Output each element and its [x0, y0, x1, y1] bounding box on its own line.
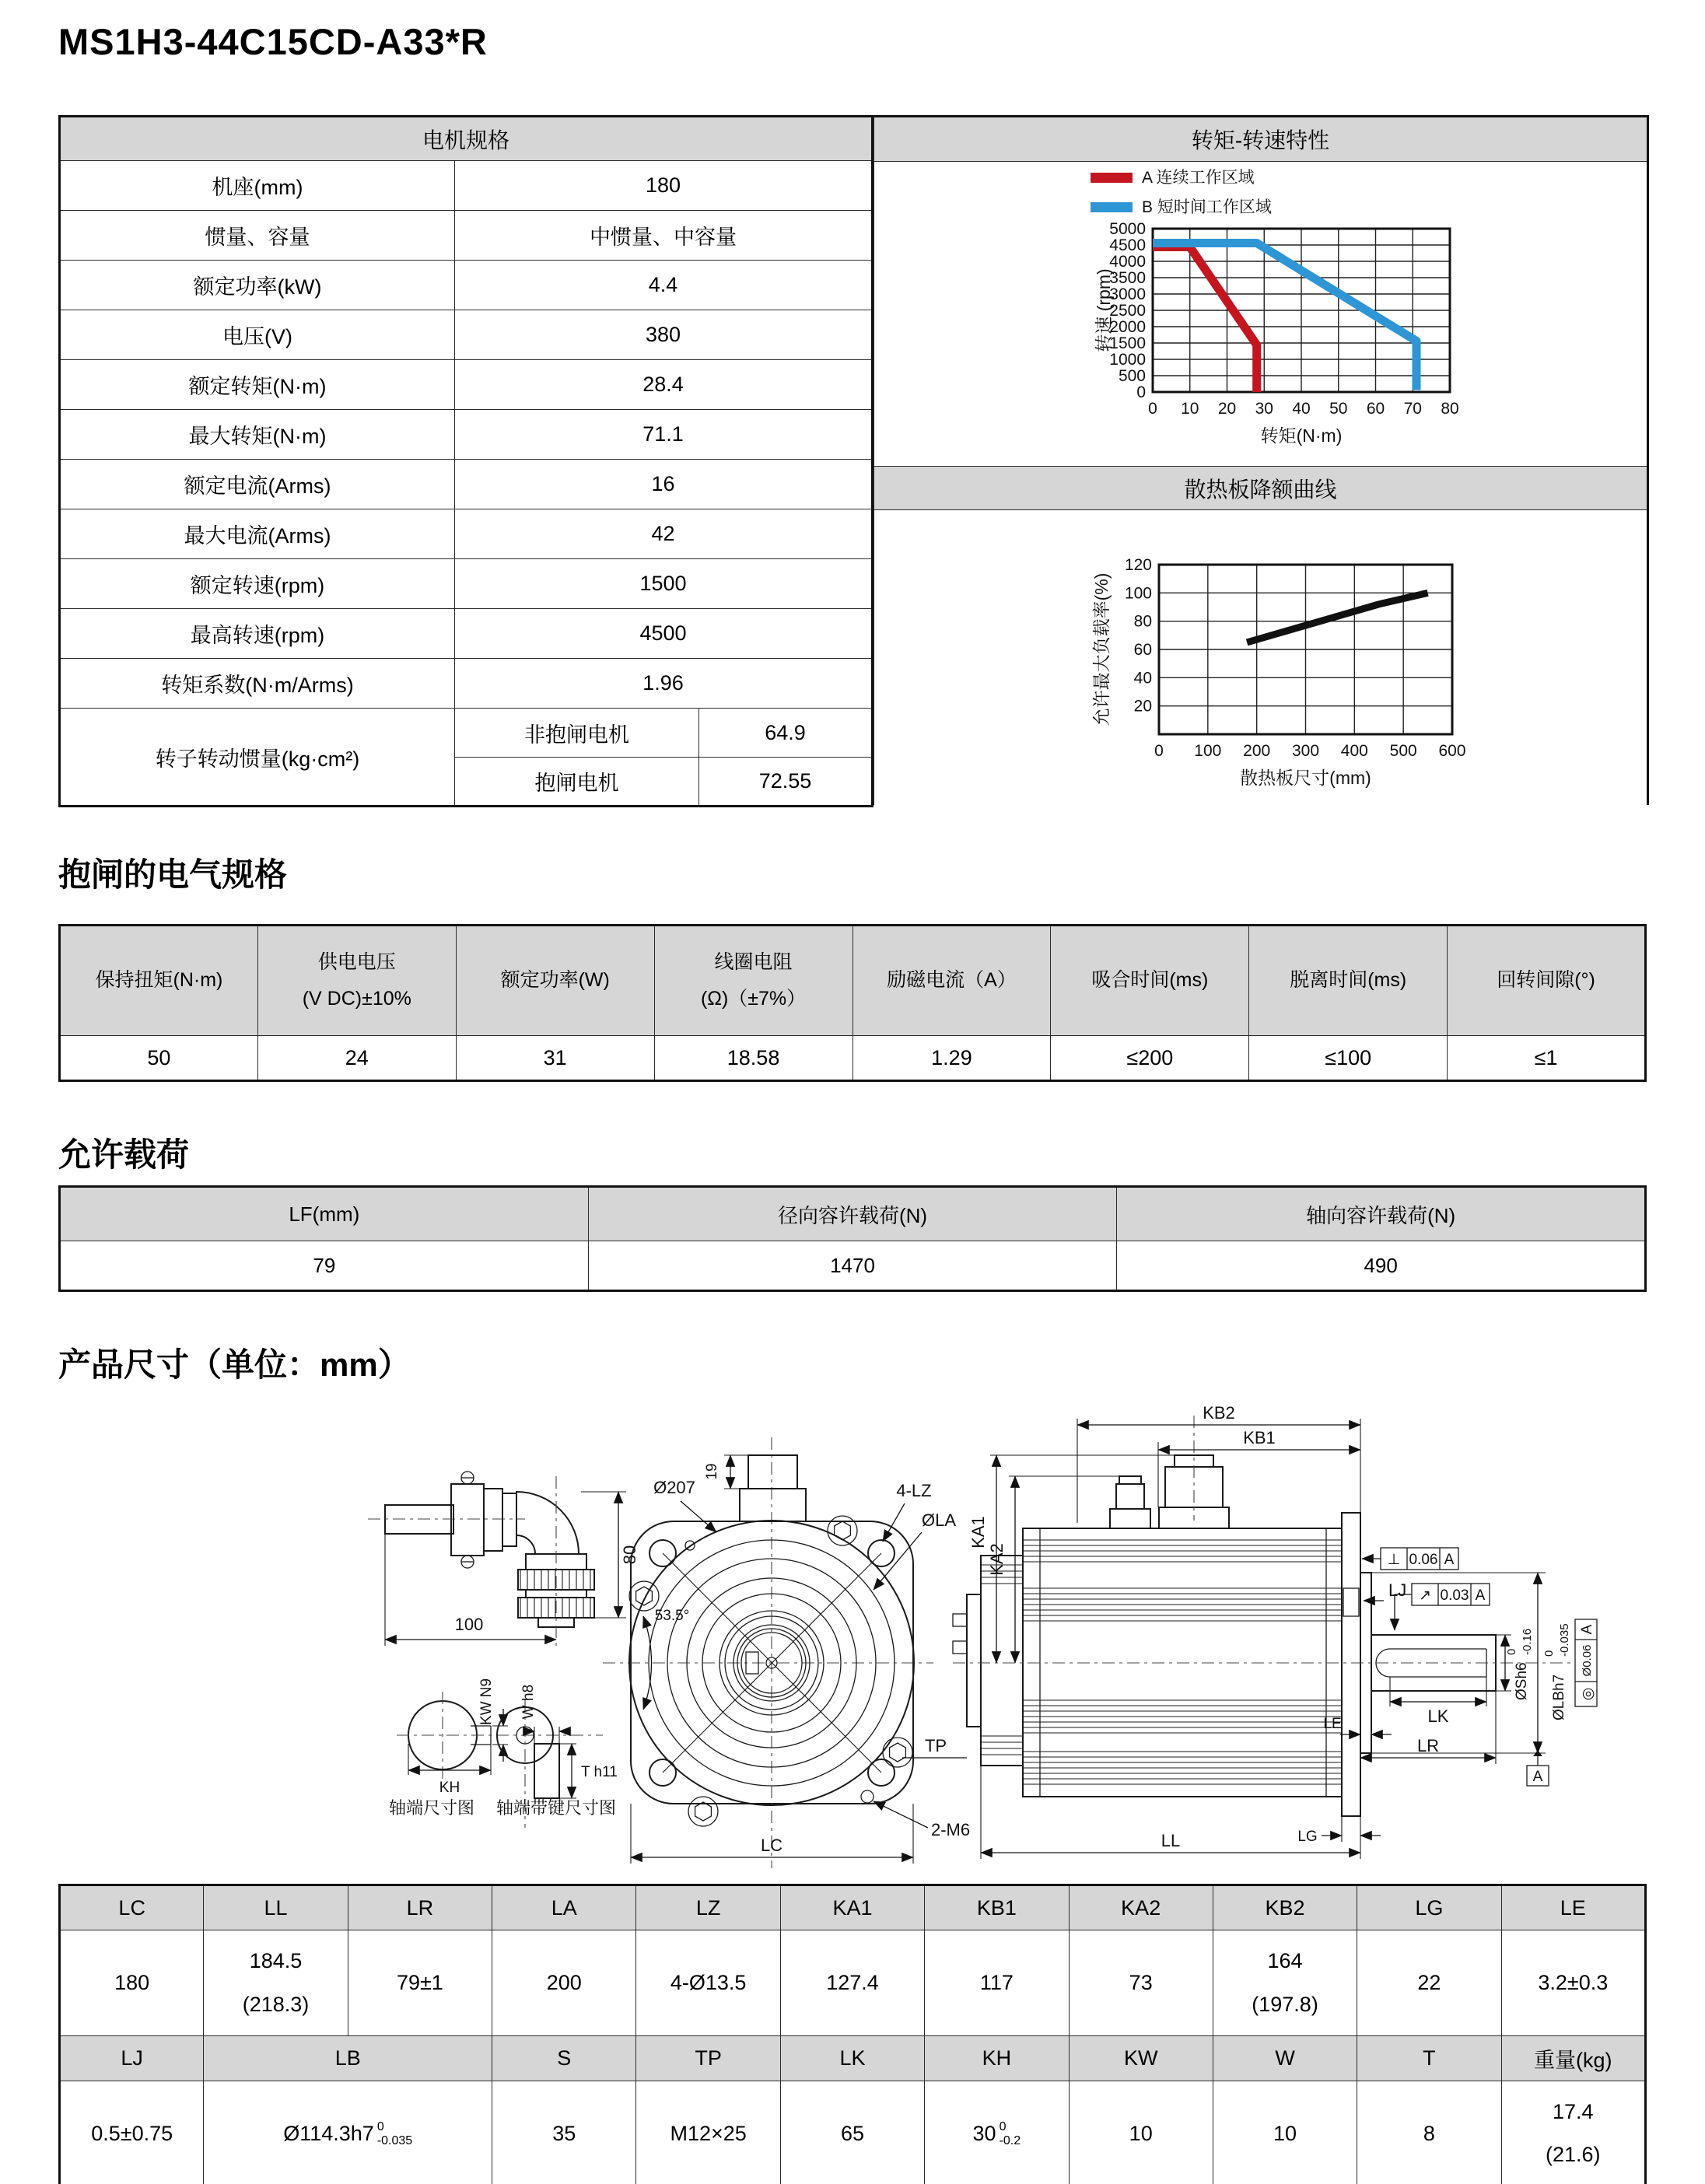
brake-value: ≤1 — [1448, 1036, 1646, 1081]
dim-100: 100 — [454, 1615, 484, 1634]
torque-speed-chart — [874, 162, 1648, 462]
dim-lc: LC — [760, 1836, 783, 1855]
svg-text:2000: 2000 — [1109, 318, 1147, 336]
page-title: MS1H3-44C15CD-A33*R — [58, 21, 488, 62]
spec-value: 4.4 — [455, 261, 873, 310]
brake-section-title: 抱闸的电气规格 — [58, 856, 288, 893]
runout-icon: ↗ — [1419, 1587, 1431, 1604]
dim-header: W — [1213, 2036, 1357, 2081]
dim-angle: 53.5° — [654, 1608, 690, 1624]
dim-value-weight: 17.4 (21.6) — [1501, 2081, 1645, 2184]
svg-text:500: 500 — [1389, 742, 1417, 760]
dim-header: KB2 — [1213, 1885, 1357, 1930]
svg-text:500: 500 — [1118, 367, 1147, 385]
svg-text:0: 0 — [1542, 1650, 1556, 1657]
dim-80: 80 — [620, 1545, 639, 1565]
dim-header: KA1 — [780, 1885, 924, 1930]
datum-label: A — [1532, 1769, 1543, 1785]
dim-header: LB — [204, 2036, 492, 2081]
dim-value: 22 — [1357, 1930, 1501, 2036]
dim-header: LA — [492, 1885, 636, 1930]
dim-value: 127.4 — [780, 1930, 924, 2036]
svg-text:60: 60 — [1366, 400, 1385, 418]
spec-value: 1500 — [455, 559, 873, 609]
svg-text:70: 70 — [1403, 400, 1422, 418]
svg-text:-0.035: -0.035 — [1558, 1623, 1571, 1657]
motor-spec-table — [58, 115, 874, 807]
dim-value: 0.5±0.75 — [60, 2081, 204, 2184]
dim-header: LE — [1501, 1885, 1645, 1930]
spec-value: 180 — [455, 161, 873, 211]
dim-lg: LG — [1297, 1829, 1318, 1845]
svg-text:散热板尺寸(mm): 散热板尺寸(mm) — [1240, 768, 1371, 788]
dim-value: 79±1 — [348, 1930, 492, 2036]
dim-19: 19 — [704, 1463, 720, 1480]
svg-text:2500: 2500 — [1109, 302, 1147, 320]
svg-text:A: A — [1579, 1624, 1595, 1635]
dim-value: 180 — [60, 1930, 204, 2036]
brake-col-header: 线圈电阻 (Ω)（±7%） — [654, 926, 852, 1036]
load-value: 490 — [1117, 1241, 1646, 1291]
runout-datum: A — [1475, 1587, 1486, 1604]
dim-ll: LL — [1161, 1831, 1181, 1850]
dim-header: LC — [60, 1885, 204, 1930]
svg-text:600: 600 — [1438, 742, 1466, 760]
flange-front-view — [603, 1437, 970, 1868]
spec-value: 1.96 — [455, 659, 873, 709]
spec-value: 16 — [455, 460, 873, 509]
dim-kw: KW N9 — [478, 1678, 495, 1726]
svg-text:5000: 5000 — [1109, 220, 1147, 238]
dim-header: LL — [204, 1885, 348, 1930]
spec-label: 电压(V) — [60, 310, 455, 360]
spec-label: 转矩系数(N·m/Arms) — [60, 659, 455, 709]
dim-value: 65 — [780, 2081, 924, 2184]
dim-header: T — [1357, 2036, 1501, 2081]
dim-header: S — [492, 2036, 636, 2081]
dim-tp: TP — [924, 1736, 947, 1755]
svg-text:100: 100 — [1124, 584, 1153, 603]
svg-text:40: 40 — [1292, 400, 1311, 418]
brake-value: ≤100 — [1249, 1036, 1448, 1081]
svg-text:30: 30 — [1255, 400, 1273, 418]
dim-ka2: KA2 — [987, 1543, 1007, 1576]
dim-t: T h11 — [581, 1764, 618, 1780]
svg-text:20: 20 — [1217, 400, 1237, 418]
dim-header: TP — [636, 2036, 780, 2081]
svg-text:ØSh6: ØSh6 — [1514, 1662, 1530, 1700]
svg-text:Ø0.06: Ø0.06 — [1581, 1644, 1594, 1677]
spec-label: 最大电流(Arms) — [60, 509, 455, 559]
shaft-end-diagrams — [389, 1678, 618, 1828]
load-value: 79 — [60, 1241, 589, 1291]
torque-speed-chart-title: 转矩-转速特性 — [874, 117, 1647, 162]
brake-value: 1.29 — [852, 1036, 1051, 1081]
dim-value: 117 — [925, 1930, 1069, 2036]
spec-label: 额定电流(Arms) — [60, 460, 455, 509]
svg-text:转速 (rpm): 转速 (rpm) — [1094, 268, 1115, 352]
dim-value: 200 — [492, 1930, 636, 2036]
svg-text:200: 200 — [1243, 742, 1271, 760]
dim-lr: LR — [1416, 1736, 1440, 1755]
dim-dia207: Ø207 — [653, 1478, 695, 1497]
brake-col-header: 励磁电流（A） — [852, 926, 1051, 1036]
dim-value: M12×25 — [636, 2081, 780, 2184]
dim-lk: LK — [1427, 1706, 1449, 1726]
dim-kb1: KB1 — [1243, 1428, 1276, 1447]
dim-kb2: KB2 — [1203, 1403, 1235, 1423]
svg-text:ØLBh7: ØLBh7 — [1551, 1674, 1567, 1720]
spec-value: 42 — [455, 509, 873, 559]
derating-chart-title: 散热板降额曲线 — [874, 466, 1647, 510]
dimension-table — [58, 1884, 1647, 2184]
svg-text:3500: 3500 — [1109, 269, 1147, 287]
dim-2m6: 2-M6 — [931, 1820, 971, 1839]
svg-text:100: 100 — [1194, 742, 1222, 760]
svg-text:4500: 4500 — [1109, 236, 1147, 254]
brake-col-header: 吸合时间(ms) — [1051, 926, 1249, 1036]
svg-text:B 短时间工作区域: B 短时间工作区域 — [1142, 198, 1272, 216]
dims-section-title: 产品尺寸（单位：mm） — [58, 1346, 411, 1383]
svg-text:300: 300 — [1292, 742, 1320, 760]
perpendicularity-value: 0.06 — [1409, 1552, 1438, 1568]
svg-text:3000: 3000 — [1109, 285, 1147, 303]
load-value: 1470 — [588, 1241, 1117, 1291]
dim-le: LE — [1323, 1716, 1342, 1732]
derating-chart-box — [874, 510, 1647, 815]
inertia-type: 非抱闸电机 — [455, 709, 699, 758]
dim-header: LG — [1357, 1885, 1501, 1930]
svg-text:60: 60 — [1133, 641, 1153, 659]
motor-side-view — [953, 1403, 1597, 1859]
svg-text:120: 120 — [1124, 556, 1153, 574]
perpendicularity-datum: A — [1444, 1552, 1455, 1568]
dimension-drawing — [58, 1392, 1647, 1882]
inertia-value: 72.55 — [699, 758, 873, 807]
brake-col-header: 脱离时间(ms) — [1249, 926, 1448, 1036]
brake-value: 24 — [257, 1036, 456, 1081]
dim-value: 3.2±0.3 — [1501, 1930, 1645, 2036]
dim-value-kh: 30 0 -0.2 — [925, 2081, 1069, 2184]
shaft-diameter-label — [1505, 1629, 1534, 1700]
dim-header: KA2 — [1069, 1885, 1213, 1930]
dim-value: 4-Ø13.5 — [636, 1930, 780, 2036]
concentricity-icon: ◎ — [1580, 1687, 1596, 1701]
spec-label-inertia: 转子转动惯量(kg·cm²) — [60, 709, 455, 807]
dim-value: 73 — [1069, 1930, 1213, 2036]
load-col-header: LF(mm) — [60, 1187, 589, 1241]
spec-value: 中惯量、中容量 — [455, 211, 873, 261]
dim-value: 35 — [492, 2081, 636, 2184]
load-section-title: 允许载荷 — [58, 1136, 190, 1173]
brake-col-header: 保持扭矩(N·m) — [60, 926, 258, 1036]
inertia-value: 64.9 — [699, 709, 873, 758]
dim-value: 164 (197.8) — [1213, 1930, 1357, 2036]
load-table — [58, 1185, 1647, 1292]
spec-value: 380 — [455, 310, 873, 360]
dim-header: LJ — [60, 2036, 204, 2081]
torque-speed-chart-box — [874, 162, 1647, 466]
svg-text:允许最大负载率(%): 允许最大负载率(%) — [1091, 572, 1112, 726]
runout-value: 0.03 — [1440, 1587, 1469, 1604]
svg-text:1000: 1000 — [1109, 351, 1147, 369]
dim-header: KH — [925, 2036, 1069, 2081]
dim-value-lb: Ø114.3h7 0 -0.035 — [204, 2081, 492, 2184]
dim-value: 8 — [1357, 2081, 1501, 2184]
spec-label: 额定功率(kW) — [60, 261, 455, 310]
load-col-header: 轴向容许载荷(N) — [1117, 1187, 1646, 1241]
svg-text:0: 0 — [1154, 742, 1164, 760]
shaft-end-caption: 轴端尺寸图 — [388, 1798, 475, 1818]
spec-label: 额定转速(rpm) — [60, 559, 455, 609]
spec-value: 4500 — [455, 609, 873, 659]
load-col-header: 径向容许载荷(N) — [588, 1187, 1117, 1241]
derating-chart — [874, 510, 1648, 811]
svg-text:80: 80 — [1133, 612, 1153, 631]
dim-header: LK — [780, 2036, 924, 2081]
brake-col-header: 回转间隙(°) — [1448, 926, 1646, 1036]
dim-kh: KH — [439, 1780, 460, 1796]
spec-label: 额定转矩(N·m) — [60, 360, 455, 410]
brake-value: 31 — [456, 1036, 654, 1081]
svg-text:A 连续工作区域: A 连续工作区域 — [1142, 169, 1255, 187]
svg-text:0: 0 — [1505, 1648, 1518, 1655]
svg-text:10: 10 — [1181, 400, 1199, 418]
svg-text:0: 0 — [1136, 383, 1147, 401]
inertia-type: 抱闸电机 — [455, 758, 699, 807]
spec-label: 惯量、容量 — [60, 211, 455, 261]
svg-text:20: 20 — [1133, 697, 1153, 716]
spec-value: 71.1 — [455, 410, 873, 460]
dim-value: 184.5 (218.3) — [204, 1930, 348, 2036]
spec-label: 最大转矩(N·m) — [60, 410, 455, 460]
dim-lj: LJ — [1388, 1580, 1407, 1600]
dim-value: 10 — [1213, 2081, 1357, 2184]
svg-text:转矩(N·m): 转矩(N·m) — [1260, 425, 1343, 446]
brake-col-header: 额定功率(W) — [456, 926, 654, 1036]
pilot-diameter-label — [1542, 1623, 1571, 1720]
dim-header: KW — [1069, 2036, 1213, 2081]
svg-text:1500: 1500 — [1109, 334, 1147, 352]
concentricity-frame — [1575, 1619, 1597, 1706]
brake-value: 18.58 — [654, 1036, 852, 1081]
dim-header: LR — [348, 1885, 492, 1930]
motor-spec-header: 电机规格 — [60, 117, 873, 161]
svg-text:4000: 4000 — [1109, 253, 1147, 271]
spec-value: 28.4 — [455, 360, 873, 410]
brake-value: ≤200 — [1051, 1036, 1249, 1081]
svg-text:80: 80 — [1441, 400, 1459, 418]
perpendicularity-icon: ⊥ — [1387, 1552, 1401, 1568]
brake-value: 50 — [60, 1036, 258, 1081]
shaft-end-key-caption: 轴端带键尺寸图 — [495, 1798, 617, 1818]
dim-value: 10 — [1069, 2081, 1213, 2184]
charts-column — [874, 115, 1649, 805]
svg-text:-0.16: -0.16 — [1521, 1628, 1534, 1655]
svg-text:400: 400 — [1340, 742, 1368, 760]
svg-text:40: 40 — [1133, 669, 1153, 688]
dim-ka1: KA1 — [968, 1516, 988, 1549]
brake-col-header: 供电电压 (V DC)±10% — [257, 926, 456, 1036]
svg-text:0: 0 — [1148, 400, 1157, 418]
svg-text:50: 50 — [1329, 400, 1348, 418]
dim-w: W h8 — [520, 1684, 537, 1720]
brake-table — [58, 924, 1647, 1082]
dim-header: LZ — [636, 1885, 780, 1930]
dim-header: 重量(kg) — [1501, 2036, 1645, 2081]
spec-label: 机座(mm) — [60, 161, 455, 211]
dim-4lz: 4-LZ — [896, 1481, 932, 1500]
dim-la: ØLA — [921, 1510, 957, 1530]
dim-header: KB1 — [925, 1885, 1069, 1930]
motor-spec-block — [58, 115, 1647, 805]
spec-label: 最高转速(rpm) — [60, 609, 455, 659]
cable-connector-view — [368, 1472, 639, 1650]
